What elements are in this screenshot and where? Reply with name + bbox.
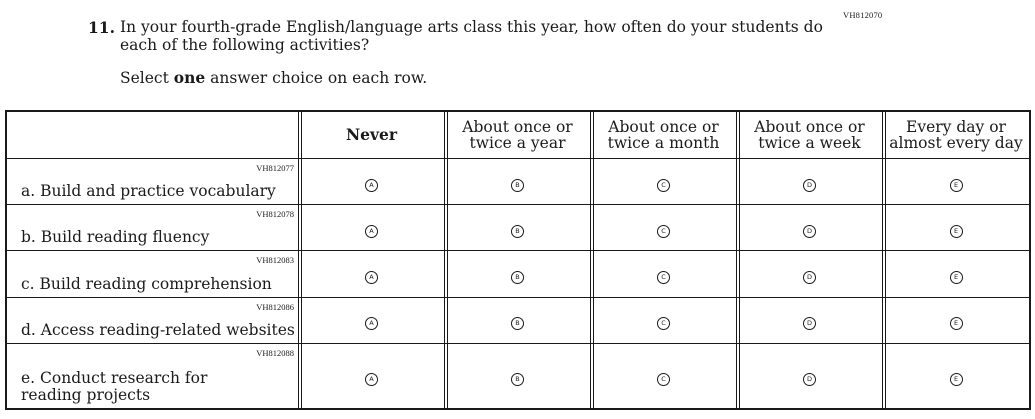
question-instruction [120, 68, 427, 87]
question-number: 11. [88, 18, 115, 37]
column-header-once-month [591, 112, 737, 159]
instruction-emphasis: one [173, 68, 206, 87]
table-row [7, 344, 1029, 408]
row-label: e. Conduct research for reading projects [21, 369, 208, 404]
answer-cell [883, 344, 1029, 408]
answer-bubble-a[interactable]: A [365, 179, 378, 192]
answer-cell [883, 205, 1029, 251]
column-header-every-day [883, 112, 1029, 159]
header-row [7, 112, 1029, 159]
answer-cell [737, 251, 883, 297]
column-header-line: twice a month [607, 134, 720, 153]
column-header-line: Every day or [906, 118, 1006, 137]
answer-bubble-a[interactable]: A [365, 373, 378, 386]
answer-bubble-e[interactable]: E [950, 179, 963, 192]
answer-bubble-e[interactable]: E [950, 225, 963, 238]
answer-cell [591, 344, 737, 408]
answer-cell [883, 298, 1029, 344]
column-header-line: twice a week [758, 134, 861, 153]
instruction-text-end: answer choice on each row. [205, 69, 428, 87]
answer-cell [591, 251, 737, 297]
column-header-line: twice a year [469, 134, 566, 153]
answer-cell [591, 205, 737, 251]
column-header-once-year [445, 112, 591, 159]
row-label: b. Build reading fluency [21, 228, 210, 247]
answer-bubble-d[interactable]: D [803, 317, 816, 330]
row-label: c. Build reading comprehension [21, 274, 272, 293]
answer-bubble-a[interactable]: A [365, 271, 378, 284]
question-text: In your fourth-grade English/language arts class this year, how often do your students do each of the following activities? [120, 18, 823, 54]
answer-cell [591, 298, 737, 344]
answer-bubble-c[interactable]: C [657, 317, 670, 330]
row-label-cell [7, 159, 299, 205]
row-label-cell [7, 344, 299, 408]
answer-cell [737, 298, 883, 344]
row-label-cell [7, 298, 299, 344]
answer-bubble-b[interactable]: B [511, 271, 524, 284]
answer-bubble-e[interactable]: E [950, 271, 963, 284]
header-blank-cell [7, 112, 299, 159]
answer-bubble-b[interactable]: B [511, 225, 524, 238]
column-header-line: About once or [462, 118, 573, 137]
answer-cell [737, 205, 883, 251]
answer-bubble-c[interactable]: C [657, 225, 670, 238]
row-item-code: VH812088 [256, 347, 294, 358]
answer-cell [591, 159, 737, 205]
answer-bubble-d[interactable]: D [803, 179, 816, 192]
answer-bubble-b[interactable]: B [511, 373, 524, 386]
answer-bubble-a[interactable]: A [365, 317, 378, 330]
row-label: a. Build and practice vocabulary [21, 182, 276, 201]
answer-cell [737, 159, 883, 205]
instruction-text-start: Select [120, 69, 174, 87]
answer-bubble-a[interactable]: A [365, 225, 378, 238]
row-item-code: VH812086 [256, 301, 294, 312]
row-label-cell [7, 205, 299, 251]
answer-bubble-b[interactable]: B [511, 317, 524, 330]
answer-cell [737, 344, 883, 408]
response-grid [5, 110, 1031, 410]
answer-cell [299, 159, 445, 205]
column-header-line: About once or [754, 118, 865, 137]
row-label: d. Access reading-related websites [21, 320, 295, 339]
answer-cell [299, 251, 445, 297]
answer-bubble-c[interactable]: C [657, 373, 670, 386]
answer-bubble-e[interactable]: E [950, 373, 963, 386]
answer-cell [445, 344, 591, 408]
row-item-code: VH812083 [256, 255, 294, 266]
answer-cell [445, 251, 591, 297]
table-row [7, 205, 1029, 251]
column-header-never [299, 112, 445, 159]
column-header-line: About once or [608, 118, 719, 137]
answer-cell [883, 159, 1029, 205]
answer-bubble-d[interactable]: D [803, 373, 816, 386]
answer-cell [445, 205, 591, 251]
answer-bubble-e[interactable]: E [950, 317, 963, 330]
row-item-code: VH812077 [256, 163, 294, 174]
answer-cell [445, 159, 591, 205]
answer-bubble-c[interactable]: C [657, 271, 670, 284]
answer-bubble-c[interactable]: C [657, 179, 670, 192]
table-row [7, 298, 1029, 344]
row-label-cell [7, 251, 299, 297]
column-header-once-week [737, 112, 883, 159]
answer-cell [445, 298, 591, 344]
answer-cell [299, 344, 445, 408]
table-row [7, 251, 1029, 297]
answer-cell [299, 205, 445, 251]
row-item-code: VH812078 [256, 209, 294, 220]
item-code: VH812070 [843, 10, 883, 20]
answer-bubble-d[interactable]: D [803, 225, 816, 238]
answer-cell [299, 298, 445, 344]
answer-cell [883, 251, 1029, 297]
table-row [7, 159, 1029, 205]
answer-bubble-d[interactable]: D [803, 271, 816, 284]
answer-bubble-b[interactable]: B [511, 179, 524, 192]
column-header-line: Never [345, 125, 398, 145]
column-header-line: almost every day [889, 134, 1023, 153]
